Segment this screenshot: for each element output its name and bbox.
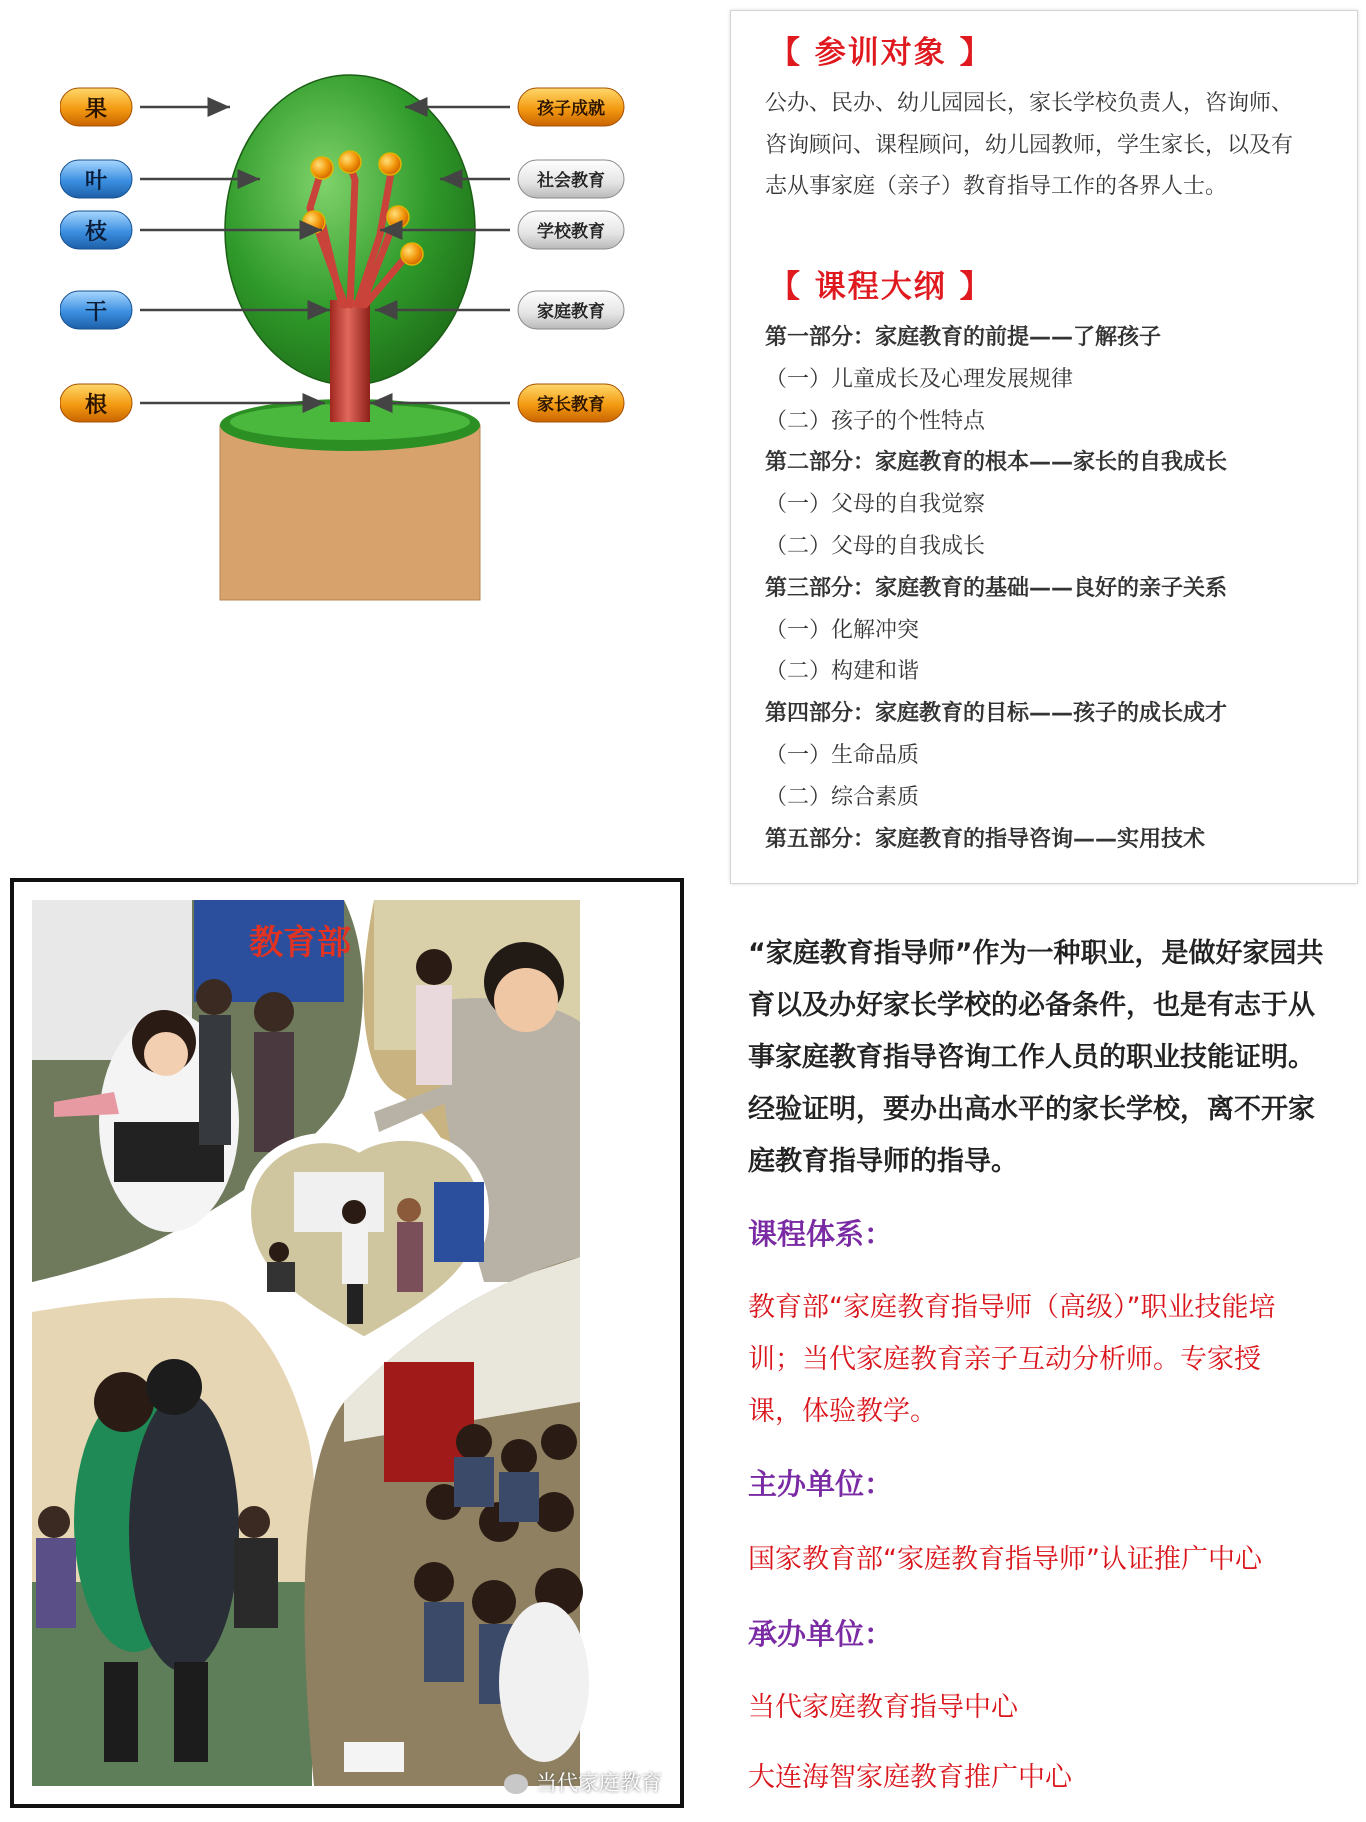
left-label-branch: 枝 (84, 219, 108, 245)
course-system-text: 教育部“家庭教育指导师（高级）”职业技能培训；当代家庭教育亲子互动分析师。专家授课，体验教学。 (748, 1292, 1276, 1427)
left-label-trunk: 干 (84, 299, 108, 325)
pill-leaf (60, 160, 132, 198)
outline-item: 第三部分：家庭教育的基础——良好的亲子关系 (765, 575, 1228, 601)
outline-item: （一）儿童成长及心理发展规律 (765, 366, 1074, 392)
pill-trunk (60, 291, 132, 329)
left-label-fruit: 果 (84, 96, 108, 122)
outline-item: 第一部分：家庭教育的前提——了解孩子 (765, 325, 1162, 350)
family-education-tree-diagram (60, 60, 670, 610)
watermark-text: 当代家庭教育 (536, 1771, 662, 1795)
course-outline-list (765, 317, 1227, 860)
outline-item: （二）综合素质 (765, 784, 920, 810)
right-label-social-education: 社会教育 (537, 171, 605, 191)
outline-item: （二）父母的自我成长 (765, 533, 986, 559)
course-info-panel (730, 10, 1358, 884)
right-label-family-education: 家庭教育 (537, 302, 605, 322)
host-text: 国家教育部“家庭教育指导师”认证推广中心 (748, 1544, 1262, 1575)
outline-item: 第五部分：家庭教育的指导咨询——实用技术 (765, 826, 1206, 852)
right-label-parent-education: 家长教育 (537, 395, 605, 415)
right-label-pills (518, 88, 624, 422)
audience-text: 公办、民办、幼儿园园长，家长学校负责人，咨询师、咨询顾问、课程顾问，幼儿园教师，学生家长，以及有志从事家庭（亲子）教育指导工作的各界人士。 (765, 91, 1294, 199)
intro-paragraph: “家庭教育指导师”作为一种职业，是做好家园共育以及办好家长学校的必备条件，也是有志于从事家庭教育指导咨询工作人员的职业技能证明。经验证明，要办出高水平的家长学校，离不开家庭教育指导师的指导。 (748, 938, 1324, 1177)
outline-item: （二）孩子的个性特点 (765, 408, 986, 434)
pill-root (60, 384, 132, 422)
photo-hug (32, 1298, 316, 1786)
pill-school-education (518, 211, 624, 249)
outline-item: 第二部分：家庭教育的根本——家长的自我成长 (765, 450, 1228, 476)
host-title: 主办单位： (748, 1467, 894, 1501)
wechat-watermark (504, 1767, 662, 1797)
organizer-2: 大连海智家庭教育推广中心 (748, 1762, 1072, 1793)
photo-speakers-heart (246, 1136, 484, 1342)
wechat-icon (504, 1774, 528, 1794)
organizer-title: 承办单位： (748, 1617, 894, 1651)
left-label-leaf: 叶 (84, 168, 108, 194)
pill-parent-education (518, 384, 624, 422)
banner-text: 教育部 (249, 923, 351, 963)
right-label-school-education: 学校教育 (537, 222, 605, 242)
pill-family-education (518, 291, 624, 329)
course-system-title: 课程体系： (748, 1217, 894, 1251)
outline-title: 【 课程大纲 】 (769, 269, 993, 305)
outline-item: （二）构建和谐 (765, 659, 920, 685)
pill-branch (60, 211, 132, 249)
right-label-child-achievement: 孩子成就 (537, 99, 605, 119)
training-photo-collage (10, 878, 684, 1808)
organizer-1: 当代家庭教育指导中心 (748, 1692, 1018, 1723)
left-label-pills (60, 88, 132, 422)
outline-item: 第四部分：家庭教育的目标——孩子的成长成才 (765, 701, 1228, 727)
pill-social-education (518, 160, 624, 198)
pill-child-achievement (518, 88, 624, 126)
outline-item: （一）父母的自我觉察 (765, 492, 986, 518)
soil-block (220, 399, 480, 600)
outline-item: （一）化解冲突 (765, 617, 920, 643)
audience-title: 【 参训对象 】 (769, 35, 993, 71)
left-label-root: 根 (84, 392, 108, 418)
collage-photos (14, 882, 680, 1804)
pill-fruit (60, 88, 132, 126)
outline-item: （一）生命品质 (765, 742, 920, 768)
